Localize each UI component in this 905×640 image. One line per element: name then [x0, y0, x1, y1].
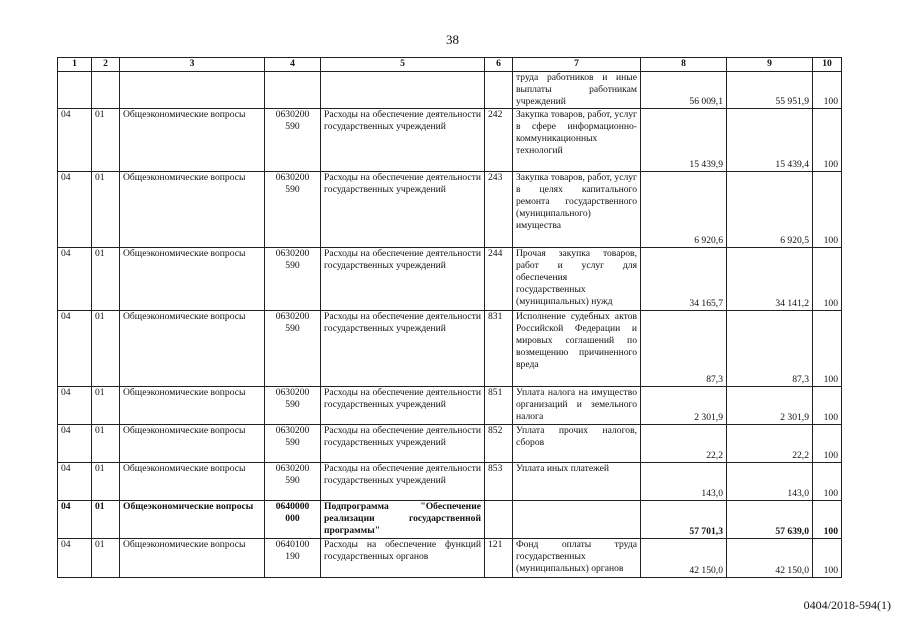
cell-plan-amount: 57 701,3 — [641, 501, 727, 539]
cell-target-code: 0630200 590 — [265, 387, 321, 425]
cell-subsection: 01 — [92, 248, 120, 311]
cell-percent: 100 — [813, 109, 842, 172]
table-row — [58, 248, 842, 311]
cell-expense-type — [485, 501, 513, 539]
cell-actual-amount: 42 150,0 — [727, 539, 813, 578]
column-header: 1 — [58, 58, 92, 72]
cell-target-name: Подпрограмма "Обеспечение реализации государственной программы" — [321, 501, 485, 539]
cell-expense-type: 243 — [485, 172, 513, 248]
table-row — [58, 172, 842, 248]
cell-expense-type: 242 — [485, 109, 513, 172]
column-header: 10 — [813, 58, 842, 72]
cell-target-name: Расходы на обеспечение функций государственных органов — [321, 539, 485, 578]
cell-percent: 100 — [813, 172, 842, 248]
cell-target-name: Расходы на обеспечение деятельности государственных учреждений — [321, 109, 485, 172]
cell-target-code: 0630200 590 — [265, 311, 321, 387]
cell-section-name: Общеэкономические вопросы — [120, 311, 265, 387]
cell-expense-name: Фонд оплаты труда государственных (муниципальных) органов — [513, 539, 641, 578]
table-row — [58, 501, 842, 539]
cell-subsection: 01 — [92, 311, 120, 387]
cell-subsection: 01 — [92, 463, 120, 501]
cell-section-name: Общеэкономические вопросы — [120, 172, 265, 248]
cell-section: 04 — [58, 311, 92, 387]
cell-target-code: 0630200 590 — [265, 248, 321, 311]
cell-expense-name: Закупка товаров, работ, услуг в целях капитального ремонта государственного (муниципального) имущества — [513, 172, 641, 248]
cell-section: 04 — [58, 501, 92, 539]
column-header: 2 — [92, 58, 120, 72]
cell-actual-amount: 2 301,9 — [727, 387, 813, 425]
cell-subsection: 01 — [92, 109, 120, 172]
cell-target-code: 0640000 000 — [265, 501, 321, 539]
cell-section — [58, 72, 92, 109]
cell-expense-name: Уплата налога на имущество организаций и земельного налога — [513, 387, 641, 425]
table-row — [58, 463, 842, 501]
cell-actual-amount: 87,3 — [727, 311, 813, 387]
cell-section: 04 — [58, 387, 92, 425]
table-row — [58, 72, 842, 109]
cell-section-name: Общеэкономические вопросы — [120, 463, 265, 501]
cell-target-name: Расходы на обеспечение деятельности государственных учреждений — [321, 248, 485, 311]
table-header-row — [58, 58, 842, 72]
cell-section-name: Общеэкономические вопросы — [120, 425, 265, 463]
cell-target-name: Расходы на обеспечение деятельности государственных учреждений — [321, 425, 485, 463]
cell-actual-amount: 55 951,9 — [727, 72, 813, 109]
table-row — [58, 539, 842, 578]
budget-table — [57, 57, 842, 578]
cell-percent: 100 — [813, 463, 842, 501]
cell-target-name: Расходы на обеспечение деятельности государственных учреждений — [321, 387, 485, 425]
cell-section-name — [120, 72, 265, 109]
cell-actual-amount: 57 639,0 — [727, 501, 813, 539]
cell-subsection: 01 — [92, 539, 120, 578]
cell-actual-amount: 6 920,5 — [727, 172, 813, 248]
table-row — [58, 387, 842, 425]
cell-target-code: 0630200 590 — [265, 109, 321, 172]
cell-expense-type: 853 — [485, 463, 513, 501]
cell-target-name: Расходы на обеспечение деятельности государственных учреждений — [321, 311, 485, 387]
cell-expense-type: 852 — [485, 425, 513, 463]
cell-subsection: 01 — [92, 172, 120, 248]
cell-percent: 100 — [813, 72, 842, 109]
cell-expense-name: Закупка товаров, работ, услуг в сфере информационно-коммуникационных технологий — [513, 109, 641, 172]
cell-section-name: Общеэкономические вопросы — [120, 248, 265, 311]
column-header: 7 — [513, 58, 641, 72]
cell-section: 04 — [58, 109, 92, 172]
cell-target-code: 0630200 590 — [265, 172, 321, 248]
cell-actual-amount: 143,0 — [727, 463, 813, 501]
document-code: 0404/2018-594(1) — [803, 598, 891, 612]
cell-subsection: 01 — [92, 425, 120, 463]
cell-section-name: Общеэкономические вопросы — [120, 387, 265, 425]
cell-plan-amount: 56 009,1 — [641, 72, 727, 109]
column-header: 5 — [321, 58, 485, 72]
cell-expense-type: 831 — [485, 311, 513, 387]
column-header: 4 — [265, 58, 321, 72]
cell-subsection: 01 — [92, 387, 120, 425]
cell-expense-type: 851 — [485, 387, 513, 425]
cell-section: 04 — [58, 463, 92, 501]
cell-plan-amount: 2 301,9 — [641, 387, 727, 425]
cell-plan-amount: 6 920,6 — [641, 172, 727, 248]
cell-target-code — [265, 72, 321, 109]
cell-expense-name: Уплата прочих налогов, сборов — [513, 425, 641, 463]
cell-percent: 100 — [813, 539, 842, 578]
cell-expense-name: Исполнение судебных актов Российской Федерации и мировых соглашений по возмещению причиненного вреда — [513, 311, 641, 387]
cell-actual-amount: 22,2 — [727, 425, 813, 463]
cell-plan-amount: 34 165,7 — [641, 248, 727, 311]
column-header: 6 — [485, 58, 513, 72]
cell-subsection — [92, 72, 120, 109]
cell-plan-amount: 143,0 — [641, 463, 727, 501]
cell-plan-amount: 87,3 — [641, 311, 727, 387]
cell-target-code: 0640100 190 — [265, 539, 321, 578]
cell-target-name — [321, 72, 485, 109]
cell-percent: 100 — [813, 387, 842, 425]
cell-actual-amount: 15 439,4 — [727, 109, 813, 172]
cell-expense-type: 244 — [485, 248, 513, 311]
cell-target-name: Расходы на обеспечение деятельности государственных учреждений — [321, 172, 485, 248]
column-header: 3 — [120, 58, 265, 72]
cell-section-name: Общеэкономические вопросы — [120, 501, 265, 539]
cell-section: 04 — [58, 248, 92, 311]
cell-section: 04 — [58, 539, 92, 578]
cell-percent: 100 — [813, 311, 842, 387]
cell-expense-name: труда работников и иные выплаты работникам учреждений — [513, 72, 641, 109]
cell-plan-amount: 22,2 — [641, 425, 727, 463]
cell-target-code: 0630200 590 — [265, 425, 321, 463]
table-row — [58, 109, 842, 172]
column-header: 9 — [727, 58, 813, 72]
table-row — [58, 311, 842, 387]
cell-percent: 100 — [813, 425, 842, 463]
cell-percent: 100 — [813, 501, 842, 539]
column-header: 8 — [641, 58, 727, 72]
cell-expense-type — [485, 72, 513, 109]
cell-expense-name — [513, 501, 641, 539]
cell-section-name: Общеэкономические вопросы — [120, 109, 265, 172]
cell-plan-amount: 42 150,0 — [641, 539, 727, 578]
table-row — [58, 425, 842, 463]
cell-target-code: 0630200 590 — [265, 463, 321, 501]
cell-expense-name: Уплата иных платежей — [513, 463, 641, 501]
cell-actual-amount: 34 141,2 — [727, 248, 813, 311]
cell-subsection: 01 — [92, 501, 120, 539]
cell-expense-type: 121 — [485, 539, 513, 578]
page-number: 38 — [446, 32, 459, 47]
cell-section-name: Общеэкономические вопросы — [120, 539, 265, 578]
cell-expense-name: Прочая закупка товаров, работ и услуг для обеспечения государственных (муниципальных) нужд — [513, 248, 641, 311]
cell-target-name: Расходы на обеспечение деятельности государственных учреждений — [321, 463, 485, 501]
cell-percent: 100 — [813, 248, 842, 311]
cell-plan-amount: 15 439,9 — [641, 109, 727, 172]
cell-section: 04 — [58, 172, 92, 248]
cell-section: 04 — [58, 425, 92, 463]
